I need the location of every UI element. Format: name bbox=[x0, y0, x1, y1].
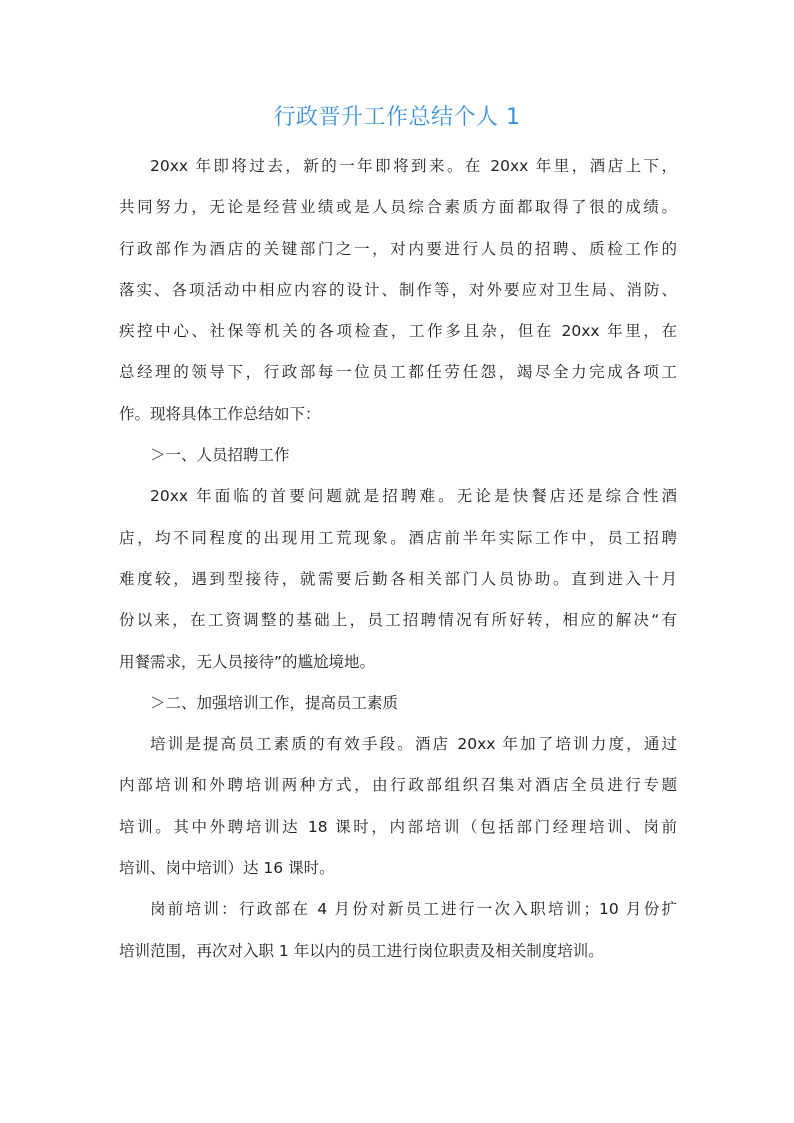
text-line: 总经理的领导下，行政部每一位员工都任劳任怨，竭尽全力完成各项工 bbox=[119, 363, 677, 382]
text-line: 落实、各项活动中相应内容的设计、制作等，对外要应对卫生局、消防、 bbox=[119, 280, 677, 299]
text-line: 共同努力，无论是经营业绩或是人员综合素质方面都取得了很的成绩。 bbox=[119, 198, 677, 217]
section-heading-recruitment bbox=[119, 435, 677, 476]
text-line: 行政部作为酒店的关键部门之一，对内要进行人员的招聘、质检工作的 bbox=[119, 239, 677, 258]
text-line: 培训、岗中培训）达 16 课时。 bbox=[119, 859, 335, 878]
document-title: 行政晋升工作总结个人 1 bbox=[273, 105, 521, 130]
section-heading-training bbox=[119, 683, 677, 724]
text-line: 疾控中心、社保等机关的各项检查，工作多且杂，但在 20xx 年里，在 bbox=[119, 322, 677, 341]
text-line: 份以来，在工资调整的基础上，员工招聘情况有所好转，相应的解决“有 bbox=[119, 611, 677, 630]
text-line: 内部培训和外聘培训两种方式，由行政部组织召集对酒店全员进行专题 bbox=[119, 776, 677, 795]
text-line: 店，均不同程度的出现用工荒现象。酒店前半年实际工作中，员工招聘 bbox=[119, 528, 677, 547]
text-line: 培训是提高员工素质的有效手段。酒店 20xx 年加了培训力度，通过 bbox=[150, 735, 677, 754]
text-line: 20xx 年面临的首要问题就是招聘难。无论是快餐店还是综合性酒 bbox=[150, 487, 677, 506]
text-line: 用餐需求，无人员接待”的尴尬境地。 bbox=[119, 652, 376, 671]
text-line: 作。现将具体工作总结如下： bbox=[119, 404, 321, 423]
paragraph-intro bbox=[119, 146, 677, 435]
text-line: 培训。其中外聘培训达 18 课时，内部培训（包括部门经理培训、岗前 bbox=[119, 817, 677, 836]
text-line: ＞二、加强培训工作，提高员工素质 bbox=[150, 693, 399, 712]
paragraph-training bbox=[119, 724, 677, 889]
text-line: 20xx 年即将过去，新的一年即将到来。在 20xx 年里，酒店上下， bbox=[150, 157, 677, 175]
document-body bbox=[119, 146, 677, 972]
text-line: ＞一、人员招聘工作 bbox=[150, 446, 290, 465]
paragraph-recruitment bbox=[119, 476, 677, 682]
text-line: 难度较，遇到型接待，就需要后勤各相关部门人员协助。直到进入十月 bbox=[119, 569, 677, 588]
text-line: 岗前培训：行政部在 4 月份对新员工进行一次入职培训；10 月份扩 bbox=[150, 900, 677, 919]
text-line: 培训范围，再次对入职 1 年以内的员工进行岗位职责及相关制度培训。 bbox=[119, 941, 604, 960]
paragraph-pre-job-training bbox=[119, 889, 677, 972]
